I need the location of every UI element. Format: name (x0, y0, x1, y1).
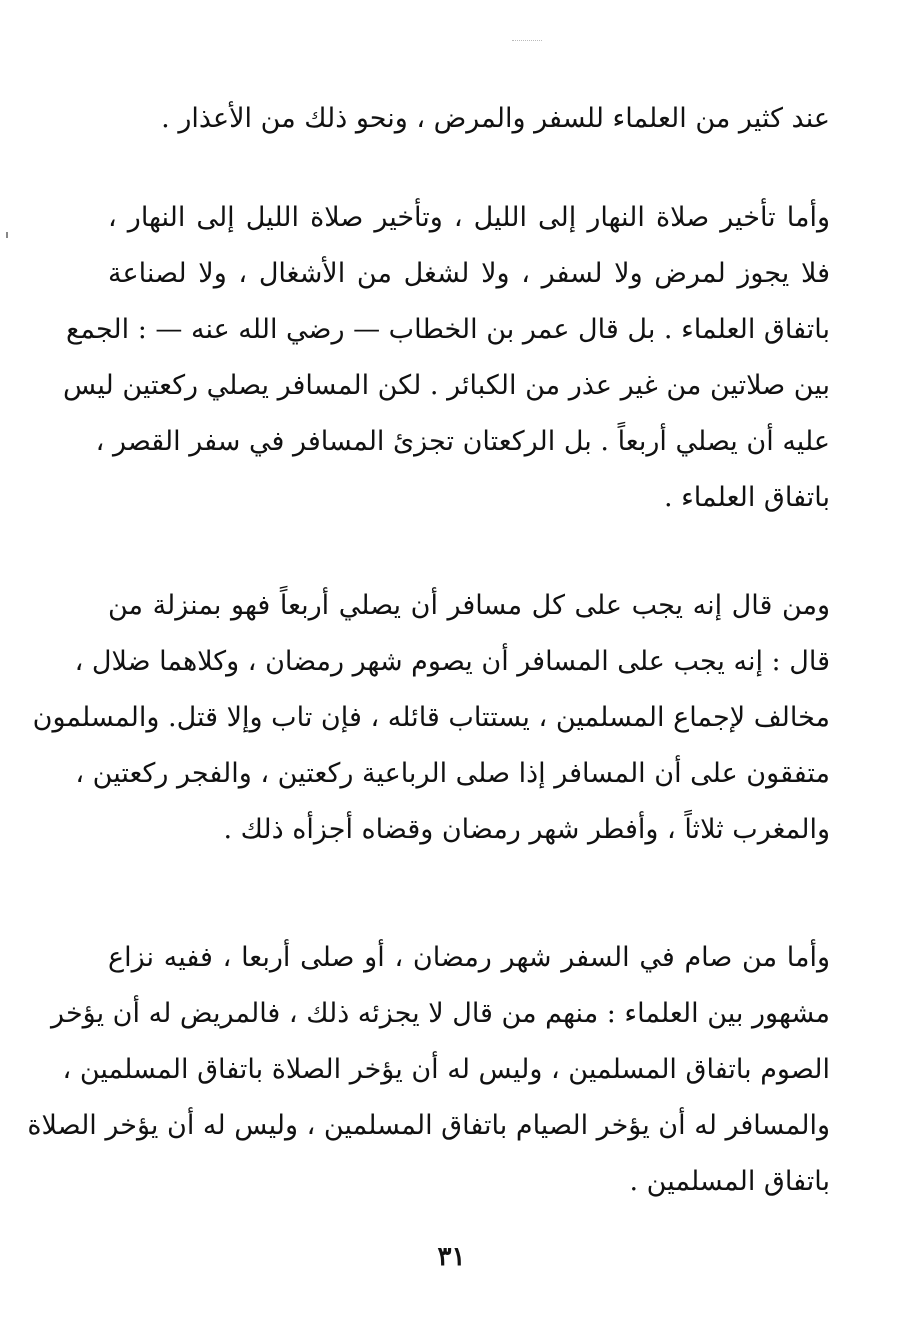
text-line: عليه أن يصلي أربعاً . بل الركعتان تجزئ المسافر في سفر القصر ، (95, 426, 830, 457)
text-line: مشهور بين العلماء : منهم من قال لا يجزئه ذلك ، فالمريض له أن يؤخر (51, 998, 830, 1029)
text-line: متفقون على أن المسافر إذا صلى الرباعية ركعتين ، والفجر ركعتين ، (75, 758, 830, 789)
scan-mark (6, 232, 8, 238)
page-number: ٣١ (437, 1242, 466, 1272)
text-line: قال : إنه يجب على المسافر أن يصوم شهر رمضان ، وكلاهما ضلال ، (74, 646, 830, 677)
text-line: الصوم باتفاق المسلمين ، وليس له أن يؤخر الصلاة باتفاق المسلمين ، (62, 1054, 830, 1085)
text-line: فلا يجوز لمرض ولا لسفر ، ولا لشغل من الأشغال ، ولا لصناعة (108, 258, 830, 289)
paragraph (108, 92, 830, 146)
text-line: مخالف لإجماع المسلمين ، يستتاب قائله ، فإن تاب وإلا قتل. والمسلمون (32, 702, 830, 733)
paragraph (32, 578, 830, 858)
text-line: عند كثير من العلماء للسفر والمرض ، ونحو ذلك من الأعذار . (161, 103, 830, 134)
text-line: وأما تأخير صلاة النهار إلى الليل ، وتأخير صلاة الليل إلى النهار ، (108, 202, 830, 233)
text-line: باتفاق العلماء . بل قال عمر بن الخطاب — رضي الله عنه — : الجمع (66, 314, 830, 345)
text-line: والمسافر له أن يؤخر الصيام باتفاق المسلمين ، وليس له أن يؤخر الصلاة (27, 1110, 830, 1141)
paragraph (27, 930, 830, 1210)
text-line: باتفاق المسلمين . (629, 1166, 830, 1197)
text-line: بين صلاتين من غير عذر من الكبائر . لكن المسافر يصلي ركعتين ليس (62, 370, 830, 401)
text-line: ومن قال إنه يجب على كل مسافر أن يصلي أربعاً فهو بمنزلة من (108, 590, 830, 621)
paragraph (62, 190, 830, 526)
text-line: باتفاق العلماء . (663, 482, 830, 513)
text-line: والمغرب ثلاثاً ، وأفطر شهر رمضان وقضاه أجزأه ذلك . (223, 814, 830, 845)
scan-mark (512, 40, 542, 41)
text-line: وأما من صام في السفر شهر رمضان ، أو صلى أربعا ، ففيه نزاع (108, 942, 830, 973)
